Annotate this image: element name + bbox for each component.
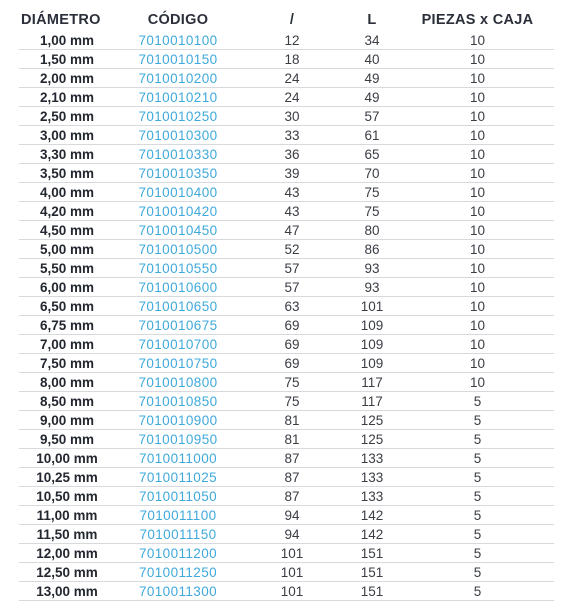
table-row: [19, 544, 554, 563]
cell-l: 109: [343, 335, 401, 354]
cell-codigo: 7010010400: [115, 183, 241, 202]
cell-l1: 24: [241, 88, 343, 107]
cell-piezas: 10: [401, 278, 554, 297]
cell-diametro: 1,50 mm: [19, 50, 115, 69]
cell-piezas: 5: [401, 506, 554, 525]
cell-diametro: 6,00 mm: [19, 278, 115, 297]
cell-piezas: 5: [401, 487, 554, 506]
cell-l1: 87: [241, 468, 343, 487]
cell-l: 117: [343, 373, 401, 392]
cell-codigo: 7010010900: [115, 411, 241, 430]
table-row: [19, 259, 554, 278]
cell-l: 40: [343, 50, 401, 69]
table-header: [19, 9, 554, 31]
cell-l1: 47: [241, 221, 343, 240]
cell-diametro: 10,25 mm: [19, 468, 115, 487]
table-row: [19, 411, 554, 430]
header-codigo: CÓDIGO: [147, 12, 209, 28]
cell-l1: 39: [241, 164, 343, 183]
cell-l1: 75: [241, 373, 343, 392]
cell-l: 133: [343, 487, 401, 506]
cell-codigo: 7010010650: [115, 297, 241, 316]
cell-l: 65: [343, 145, 401, 164]
cell-l: 75: [343, 202, 401, 221]
cell-diametro: 3,00 mm: [19, 126, 115, 145]
table-row: [19, 582, 554, 601]
cell-codigo: 7010010420: [115, 202, 241, 221]
cell-piezas: 10: [401, 88, 554, 107]
cell-l1: 63: [241, 297, 343, 316]
cell-l: 133: [343, 468, 401, 487]
cell-piezas: 10: [401, 316, 554, 335]
cell-diametro: 7,00 mm: [19, 335, 115, 354]
table-row: [19, 31, 554, 50]
cell-codigo: 7010010675: [115, 316, 241, 335]
cell-piezas: 10: [401, 50, 554, 69]
table-row: [19, 183, 554, 202]
cell-l: 49: [343, 69, 401, 88]
cell-l1: 52: [241, 240, 343, 259]
table-row: [19, 297, 554, 316]
cell-codigo: 7010011150: [115, 525, 241, 544]
cell-piezas: 5: [401, 563, 554, 582]
cell-piezas: 10: [401, 69, 554, 88]
cell-l: 34: [343, 31, 401, 50]
cell-l: 93: [343, 278, 401, 297]
cell-diametro: 8,00 mm: [19, 373, 115, 392]
table-row: [19, 202, 554, 221]
cell-piezas: 10: [401, 31, 554, 50]
cell-l1: 101: [241, 563, 343, 582]
cell-l: 151: [343, 544, 401, 563]
cell-codigo: 7010010600: [115, 278, 241, 297]
cell-l: 142: [343, 506, 401, 525]
cell-piezas: 5: [401, 582, 554, 601]
cell-codigo: 7010010850: [115, 392, 241, 411]
table-body: [19, 31, 554, 601]
cell-l: 142: [343, 525, 401, 544]
table-row: [19, 88, 554, 107]
cell-l: 125: [343, 411, 401, 430]
cell-piezas: 10: [401, 183, 554, 202]
cell-l1: 87: [241, 449, 343, 468]
cell-piezas: 5: [401, 544, 554, 563]
cell-l1: 87: [241, 487, 343, 506]
table-row: [19, 240, 554, 259]
cell-l: 151: [343, 563, 401, 582]
table-row: [19, 126, 554, 145]
cell-diametro: 12,50 mm: [19, 563, 115, 582]
table-row: [19, 468, 554, 487]
table-row: [19, 430, 554, 449]
cell-piezas: 10: [401, 373, 554, 392]
header-diametro: DIÁMETRO: [21, 12, 101, 28]
cell-l1: 75: [241, 392, 343, 411]
cell-diametro: 10,00 mm: [19, 449, 115, 468]
cell-l1: 94: [241, 525, 343, 544]
cell-l1: 57: [241, 278, 343, 297]
cell-diametro: 9,50 mm: [19, 430, 115, 449]
cell-codigo: 7010010800: [115, 373, 241, 392]
cell-piezas: 10: [401, 126, 554, 145]
cell-codigo: 7010011000: [115, 449, 241, 468]
cell-diametro: 4,20 mm: [19, 202, 115, 221]
cell-diametro: 11,50 mm: [19, 525, 115, 544]
table-row: [19, 392, 554, 411]
cell-piezas: 5: [401, 468, 554, 487]
cell-codigo: 7010010250: [115, 107, 241, 126]
table-row: [19, 335, 554, 354]
table-row: [19, 316, 554, 335]
cell-piezas: 5: [401, 392, 554, 411]
cell-l1: 57: [241, 259, 343, 278]
cell-l: 125: [343, 430, 401, 449]
cell-l: 75: [343, 183, 401, 202]
header-row: [19, 9, 554, 31]
cell-codigo: 7010010200: [115, 69, 241, 88]
cell-diametro: 4,00 mm: [19, 183, 115, 202]
cell-codigo: 7010011100: [115, 506, 241, 525]
cell-diametro: 5,00 mm: [19, 240, 115, 259]
cell-codigo: 7010010750: [115, 354, 241, 373]
cell-l1: 69: [241, 316, 343, 335]
cell-diametro: 3,50 mm: [19, 164, 115, 183]
cell-diametro: 10,50 mm: [19, 487, 115, 506]
cell-piezas: 5: [401, 411, 554, 430]
cell-l1: 12: [241, 31, 343, 50]
cell-diametro: 12,00 mm: [19, 544, 115, 563]
cell-diametro: 7,50 mm: [19, 354, 115, 373]
cell-piezas: 10: [401, 221, 554, 240]
cell-diametro: 2,00 mm: [19, 69, 115, 88]
cell-l1: 30: [241, 107, 343, 126]
cell-codigo: 7010010300: [115, 126, 241, 145]
table-row: [19, 525, 554, 544]
cell-l: 93: [343, 259, 401, 278]
cell-piezas: 10: [401, 240, 554, 259]
product-spec-table: [19, 9, 554, 601]
cell-l: 57: [343, 107, 401, 126]
cell-l: 151: [343, 582, 401, 601]
cell-l: 109: [343, 316, 401, 335]
cell-l1: 43: [241, 183, 343, 202]
cell-piezas: 10: [401, 107, 554, 126]
cell-codigo: 7010010330: [115, 145, 241, 164]
cell-piezas: 10: [401, 354, 554, 373]
cell-l1: 36: [241, 145, 343, 164]
table-row: [19, 145, 554, 164]
cell-diametro: 1,00 mm: [19, 31, 115, 50]
table-row: [19, 50, 554, 69]
cell-diametro: 2,10 mm: [19, 88, 115, 107]
cell-diametro: 8,50 mm: [19, 392, 115, 411]
cell-codigo: 7010010450: [115, 221, 241, 240]
cell-l: 80: [343, 221, 401, 240]
cell-l1: 24: [241, 69, 343, 88]
cell-codigo: 7010010550: [115, 259, 241, 278]
table-row: [19, 354, 554, 373]
cell-codigo: 7010010950: [115, 430, 241, 449]
table-row: [19, 373, 554, 392]
table-row: [19, 221, 554, 240]
cell-diametro: 4,50 mm: [19, 221, 115, 240]
table-row: [19, 164, 554, 183]
cell-l: 86: [343, 240, 401, 259]
header-l: L: [367, 12, 377, 28]
table-row: [19, 107, 554, 126]
cell-diametro: 2,50 mm: [19, 107, 115, 126]
table-row: [19, 278, 554, 297]
cell-l: 133: [343, 449, 401, 468]
cell-diametro: 3,30 mm: [19, 145, 115, 164]
cell-diametro: 13,00 mm: [19, 582, 115, 601]
cell-diametro: 6,75 mm: [19, 316, 115, 335]
table-row: [19, 487, 554, 506]
cell-codigo: 7010011200: [115, 544, 241, 563]
cell-piezas: 10: [401, 259, 554, 278]
table-row: [19, 69, 554, 88]
cell-diametro: 5,50 mm: [19, 259, 115, 278]
cell-codigo: 7010010100: [115, 31, 241, 50]
cell-codigo: 7010010150: [115, 50, 241, 69]
table-row: [19, 506, 554, 525]
cell-l1: 18: [241, 50, 343, 69]
cell-l: 49: [343, 88, 401, 107]
cell-codigo: 7010010350: [115, 164, 241, 183]
header-l1: /: [289, 12, 295, 28]
table-row: [19, 563, 554, 582]
cell-codigo: 7010011050: [115, 487, 241, 506]
cell-l1: 81: [241, 430, 343, 449]
cell-diametro: 9,00 mm: [19, 411, 115, 430]
cell-l: 109: [343, 354, 401, 373]
cell-l1: 33: [241, 126, 343, 145]
cell-l1: 69: [241, 354, 343, 373]
cell-piezas: 10: [401, 145, 554, 164]
cell-diametro: 6,50 mm: [19, 297, 115, 316]
cell-l: 101: [343, 297, 401, 316]
cell-l: 61: [343, 126, 401, 145]
cell-piezas: 10: [401, 202, 554, 221]
cell-l: 117: [343, 392, 401, 411]
cell-piezas: 10: [401, 164, 554, 183]
cell-codigo: 7010011250: [115, 563, 241, 582]
table-row: [19, 449, 554, 468]
cell-codigo: 7010011025: [115, 468, 241, 487]
cell-l1: 43: [241, 202, 343, 221]
cell-codigo: 7010010700: [115, 335, 241, 354]
cell-piezas: 10: [401, 297, 554, 316]
cell-piezas: 5: [401, 525, 554, 544]
cell-piezas: 5: [401, 430, 554, 449]
cell-l1: 101: [241, 544, 343, 563]
cell-l1: 94: [241, 506, 343, 525]
header-piezas: PIEZAS x CAJA: [421, 12, 534, 28]
cell-codigo: 7010011300: [115, 582, 241, 601]
cell-l: 70: [343, 164, 401, 183]
cell-l1: 81: [241, 411, 343, 430]
cell-codigo: 7010010500: [115, 240, 241, 259]
cell-l1: 69: [241, 335, 343, 354]
cell-piezas: 10: [401, 335, 554, 354]
cell-piezas: 5: [401, 449, 554, 468]
cell-l1: 101: [241, 582, 343, 601]
cell-codigo: 7010010210: [115, 88, 241, 107]
cell-diametro: 11,00 mm: [19, 506, 115, 525]
